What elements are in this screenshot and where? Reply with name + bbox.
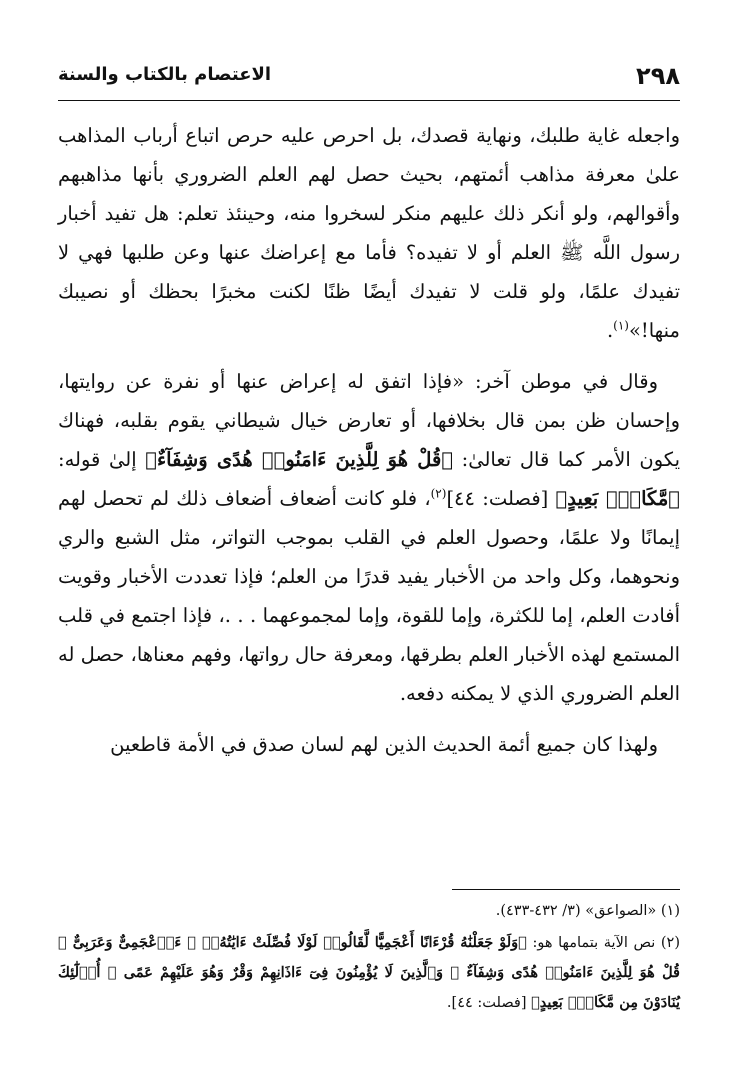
footnote-2-text-a: (٢) نص الآية بتمامها هو:: [526, 935, 680, 951]
paragraph-1-end: .: [606, 319, 614, 342]
paragraph-1: [58, 116, 680, 350]
footnote-divider: [452, 889, 680, 890]
footnote-ref-2: (٢): [430, 486, 447, 501]
paragraph-2-text-a: وقال في موطن آخر: «فإذا اتفق له إعراض عنها أو نفرة عن روايتها، وإحسان ظن بمن قال بخلافها، أو تعارض خيال شيطاني يقوم بقلبه، فهناك يكون الأمر كما قال تعالىٰ:: [58, 370, 681, 471]
footnote-1: [58, 897, 680, 926]
surah-citation: [فصلت: ٤٤]: [446, 487, 556, 510]
footnote-2: [58, 928, 680, 1018]
paragraph-3-text: ولهذا كان جميع أئمة الحديث الذين لهم لسان صدق في الأمة قاطعين: [110, 733, 658, 756]
paragraph-3: [58, 725, 680, 764]
quran-verse-2: ﴿مَّكَانٍۭ بَعِيدٍ﴾: [555, 487, 680, 510]
main-text: [58, 116, 680, 776]
running-title: الاعتصام بالكتاب والسنة: [58, 64, 272, 85]
footnote-1-text: (١) «الصواعق» (٣/ ٤٣٢-٤٣٣).: [495, 903, 680, 919]
paragraph-2: [58, 362, 680, 713]
footnote-2-verse: ﴿وَلَوْ جَعَلْنَٰهُ قُرْءَانًا أَعْجَمِيًّا لَّقَالُوا۟ لَوْلَا فُصِّلَتْ ءَايَٰتُهُۥٓ ۖ ءَا۬عْجَمِىٌّ وَعَرَبِىٌّ ۗ قُلْ هُوَ لِلَّذِينَ ءَامَنُوا۟ هُدًى وَشِفَآءٌ ۖ وَٱلَّذِينَ لَا يُؤْمِنُونَ فِىٓ ءَاذَانِهِمْ وَقْرٌ وَهُوَ عَلَيْهِمْ عَمًى ۚ أُو۟لَٰٓئِكَ يُنَادَوْنَ مِن مَّكَانٍۭ بَعِيدٍ﴾: [58, 934, 680, 1011]
paragraph-2-text-b: إلىٰ قوله:: [58, 448, 146, 471]
footnotes: [58, 897, 680, 1020]
paragraph-2-text-d: ، فلو كانت أضعاف أضعاف ذلك لم تحصل لهم إيمانًا ولا علمًا، وحصول العلم في القلب بموجب التواتر، مثل الشبع والري ونحوهما، وكل واحد من الأخبار يفيد قدرًا من العلم؛ فإذا تعددت الأخبار وقويت أفادت العلم، إما للكثرة، وإما للقوة، وإما لمجموعهما . . .، فإذا اجتمع في قلب المستمع لهذه الأخبار العلم بطرقها، ومعرفة حال رواتها، وفهم معناها، حصل له العلم الضروري الذي لا يمكنه دفعه.: [58, 487, 680, 705]
paragraph-1-text: واجعله غاية طلبك، ونهاية قصدك، بل احرص عليه حرص اتباع أرباب المذاهب علىٰ معرفة مذاهب أئمتهم، بحيث حصل لهم العلم الضروري بأنها مذاهبهم وأقوالهم، ولو أنكر ذلك عليهم منكر لسخروا منه، وحينئذ تعلم: هل تفيد أخبار رسول اللَّه ﷺ العلم أو لا تفيده؟ فأما مع إعراضك عنها وعن طلبها فهي لا تفيدك علمًا، ولو قلت لا تفيدك أيضًا ظنًا لكنت مخبرًا بحظك أو نصيبك منها!»: [58, 124, 680, 342]
page-header: [58, 62, 680, 98]
quran-verse-1: ﴿قُلْ هُوَ لِلَّذِينَ ءَامَنُوا۟ هُدًى وَشِفَآءٌ﴾: [145, 448, 454, 471]
footnote-2-text-b: [فصلت: ٤٤].: [446, 995, 532, 1011]
footnote-ref-1: (١): [613, 318, 629, 333]
header-divider: [58, 100, 680, 101]
page-number: ٢٩٨: [636, 62, 680, 90]
